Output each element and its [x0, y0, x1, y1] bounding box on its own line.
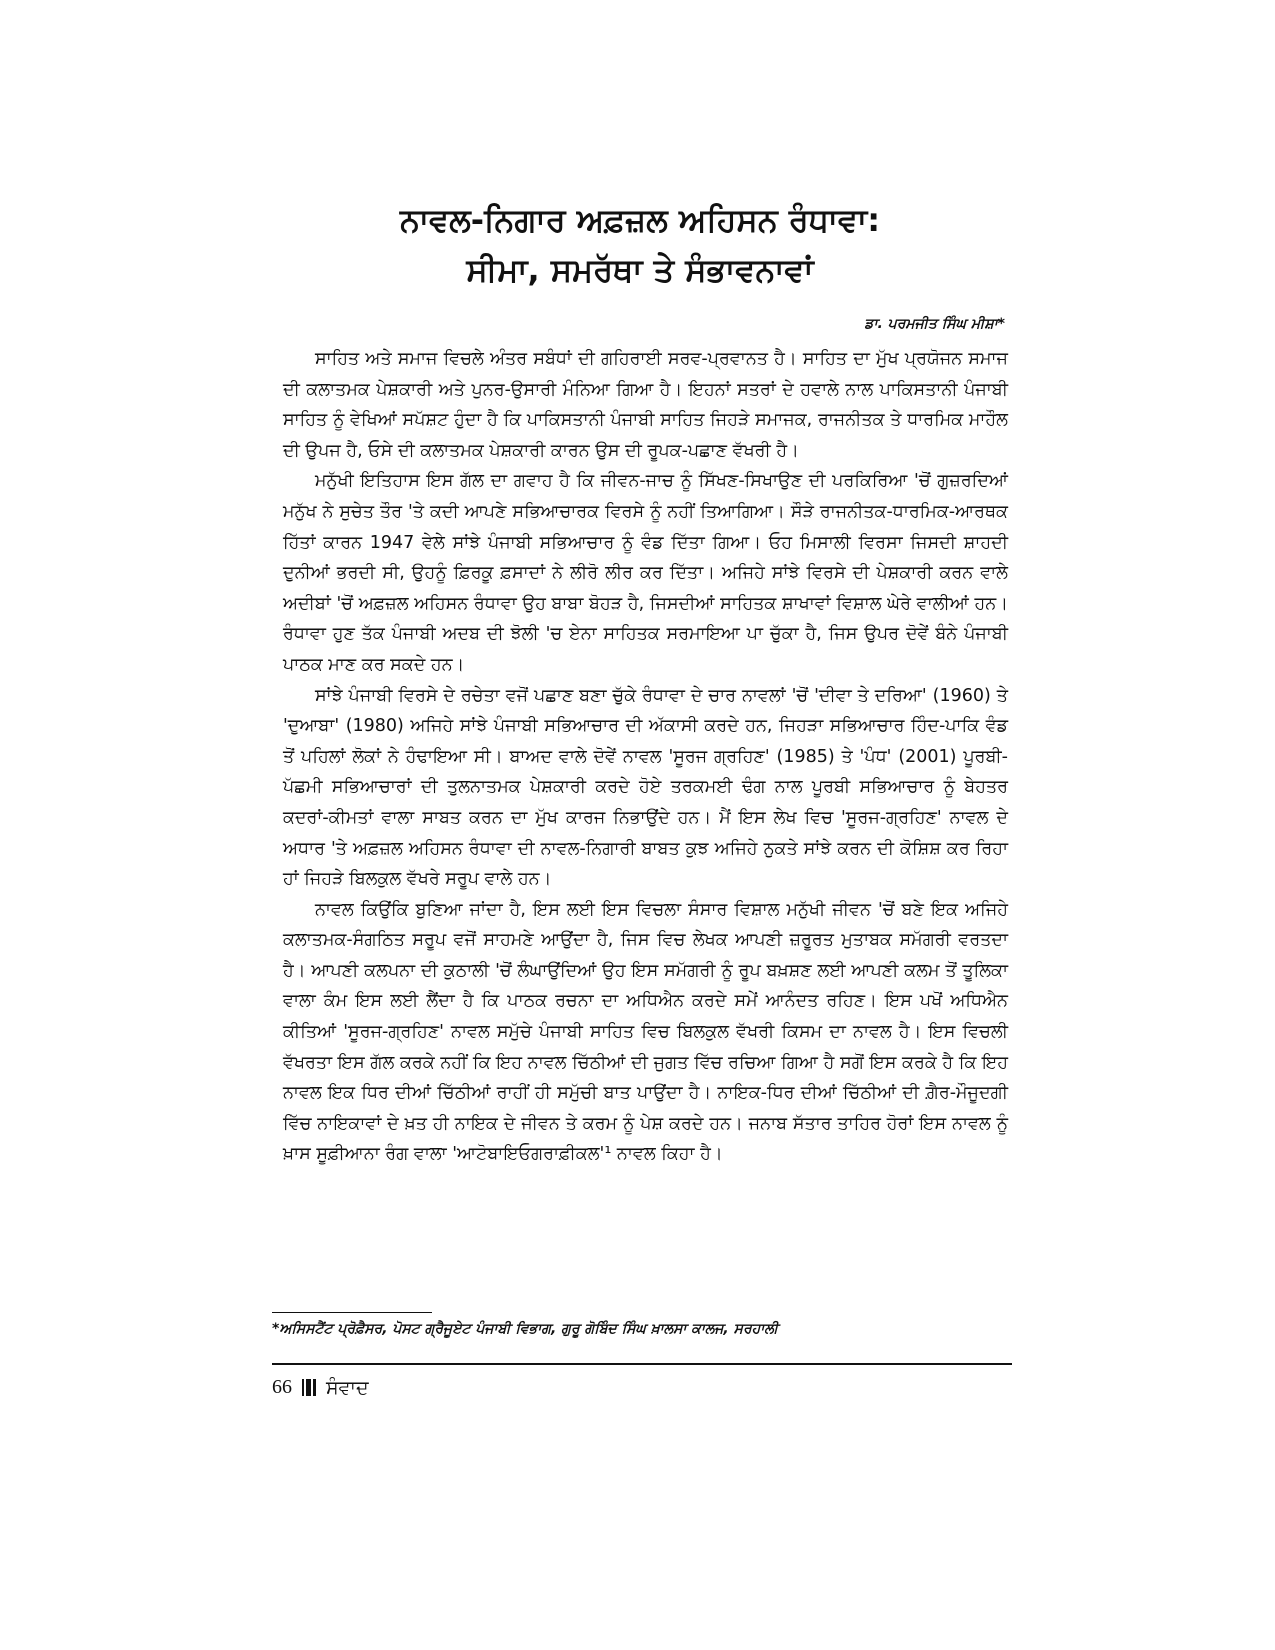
paragraph-1: ਸਾਹਿਤ ਅਤੇ ਸਮਾਜ ਵਿਚਲੇ ਅੰਤਰ ਸਬੰਧਾਂ ਦੀ ਗਹਿਰਾਈ ਸਰਵ-ਪ੍ਰਵਾਨਤ ਹੈ। ਸਾਹਿਤ ਦਾ ਮੁੱਖ ਪ੍ਰਯੋਜਨ ਸਮਾਜ ਦੀ ਕਲਾਤਮਕ ਪੇਸ਼ਕਾਰੀ ਅਤੇ ਪੁਨਰ-ਉਸਾਰੀ ਮੰਨਿਆ ਗਿਆ ਹੈ। ਇਹਨਾਂ ਸਤਰਾਂ ਦੇ ਹਵਾਲੇ ਨਾਲ ਪਾਕਿਸਤਾਨੀ ਪੰਜਾਬੀ ਸਾਹਿਤ ਨੂੰ ਵੇਖਿਆਂ ਸਪੱਸ਼ਟ ਹੁੰਦਾ ਹੈ ਕਿ ਪਾਕਿਸਤਾਨੀ ਪੰਜਾਬੀ ਸਾਹਿਤ ਜਿਹੜੇ ਸਮਾਜਕ, ਰਾਜਨੀਤਕ ਤੇ ਧਾਰਮਿਕ ਮਾਹੌਲ ਦੀ ਉਪਜ ਹੈ, ਓਸੇ ਦੀ ਕਲਾਤਮਕ ਪੇਸ਼ਕਾਰੀ ਕਾਰਨ ਉਸ ਦੀ ਰੂਪਕ-ਪਛਾਣ ਵੱਖਰੀ ਹੈ। [283, 349, 1008, 461]
title-line-2: ਸੀਮਾ, ਸਮਰੱਥਾ ਤੇ ਸੰਭਾਵਨਾਵਾਂ [466, 251, 814, 289]
footnote-divider [272, 1312, 432, 1313]
page-number: 66 [272, 1376, 292, 1398]
footnote: *ਅਸਿਸਟੈਂਟ ਪ੍ਰੋਫ਼ੈਸਰ, ਪੋਸਟ ਗ੍ਰੈਜੂਏਟ ਪੰਜਾਬੀ ਵਿਭਾਗ, ਗੁਰੂ ਗੋਬਿੰਦ ਸਿੰਘ ਖ਼ਾਲਸਾ ਕਾਲਜ, ਸਰਹਾਲੀ [272, 1321, 778, 1337]
footer-divider [272, 1363, 1012, 1365]
page-footer [272, 1376, 369, 1399]
paragraph-2: ਮਨੁੱਖੀ ਇਤਿਹਾਸ ਇਸ ਗੱਲ ਦਾ ਗਵਾਹ ਹੈ ਕਿ ਜੀਵਨ-ਜਾਚ ਨੂੰ ਸਿੱਖਣ-ਸਿਖਾਉਣ ਦੀ ਪਰਕਿਰਿਆ 'ਚੋਂ ਗੁਜ਼ਰਦਿਆਂ ਮਨੁੱਖ ਨੇ ਸੁਚੇਤ ਤੌਰ 'ਤੇ ਕਦੀ ਆਪਣੇ ਸਭਿਆਚਾਰਕ ਵਿਰਸੇ ਨੂੰ ਨਹੀਂ ਤਿਆਗਿਆ। ਸੌੜੇ ਰਾਜਨੀਤਕ-ਧਾਰਮਿਕ-ਆਰਥਕ ਹਿੱਤਾਂ ਕਾਰਨ 1947 ਵੇਲੇ ਸਾਂਝੇ ਪੰਜਾਬੀ ਸਭਿਆਚਾਰ ਨੂੰ ਵੰਡ ਦਿੱਤਾ ਗਿਆ। ਓਹ ਮਿਸਾਲੀ ਵਿਰਸਾ ਜਿਸਦੀ ਸ਼ਾਹਦੀ ਦੁਨੀਆਂ ਭਰਦੀ ਸੀ, ਉਹਨੂੰ ਫ਼ਿਰਕੂ ਫ਼ਸਾਦਾਂ ਨੇ ਲੀਰੋ ਲੀਰ ਕਰ ਦਿੱਤਾ। ਅਜਿਹੇ ਸਾਂਝੇ ਵਿਰਸੇ ਦੀ ਪੇਸ਼ਕਾਰੀ ਕਰਨ ਵਾਲੇ ਅਦੀਬਾਂ 'ਚੋਂ ਅਫ਼ਜ਼ਲ ਅਹਿਸਨ ਰੰਧਾਵਾ ਉਹ ਬਾਬਾ ਬੋਹੜ ਹੈ, ਜਿਸਦੀਆਂ ਸਾਹਿਤਕ ਸ਼ਾਖਾਵਾਂ ਵਿਸ਼ਾਲ ਘੇਰੇ ਵਾਲੀਆਂ ਹਨ। ਰੰਧਾਵਾ ਹੁਣ ਤੱਕ ਪੰਜਾਬੀ ਅਦਬ ਦੀ ਝੋਲੀ 'ਚ ਏਨਾ ਸਾਹਿਤਕ ਸਰਮਾਇਆ ਪਾ ਚੁੱਕਾ ਹੈ, ਜਿਸ ਉਪਰ ਦੋਵੇਂ ਬੰਨੇ ਪੰਜਾਬੀ ਪਾਠਕ ਮਾਣ ਕਰ ਸਕਦੇ ਹਨ। [283, 471, 1008, 675]
title-line-1: ਨਾਵਲ-ਨਿਗਾਰ ਅਫ਼ਜ਼ਲ ਅਹਿਸਨ ਰੰਧਾਵਾ: [399, 201, 880, 239]
journal-name: ਸੰਵਾਦ [326, 1376, 369, 1399]
author-name: ਡਾ. ਪਰਮਜੀਤ ਸਿੰਘ ਮੀਸ਼ਾ* [864, 316, 1005, 332]
article-body [283, 344, 1008, 1170]
paragraph-3: ਸਾਂਝੇ ਪੰਜਾਬੀ ਵਿਰਸੇ ਦੇ ਰਚੇਤਾ ਵਜੋਂ ਪਛਾਣ ਬਣਾ ਚੁੱਕੇ ਰੰਧਾਵਾ ਦੇ ਚਾਰ ਨਾਵਲਾਂ 'ਚੋਂ 'ਦੀਵਾ ਤੇ ਦਰਿਆ' (1960) ਤੇ 'ਦੁਆਬਾ' (1980) ਅਜਿਹੇ ਸਾਂਝੇ ਪੰਜਾਬੀ ਸਭਿਆਚਾਰ ਦੀ ਅੱਕਾਸੀ ਕਰਦੇ ਹਨ, ਜਿਹੜਾ ਸਭਿਆਚਾਰ ਹਿੰਦ-ਪਾਕਿ ਵੰਡ ਤੋਂ ਪਹਿਲਾਂ ਲੋਕਾਂ ਨੇ ਹੰਢਾਇਆ ਸੀ। ਬਾਅਦ ਵਾਲੇ ਦੋਵੇਂ ਨਾਵਲ 'ਸੂਰਜ ਗ੍ਰਹਿਣ' (1985) ਤੇ 'ਪੰਧ' (2001) ਪੂਰਬੀ-ਪੱਛਮੀ ਸਭਿਆਚਾਰਾਂ ਦੀ ਤੁਲਨਾਤਮਕ ਪੇਸ਼ਕਾਰੀ ਕਰਦੇ ਹੋਏ ਤਰਕਮਈ ਢੰਗ ਨਾਲ ਪੂਰਬੀ ਸਭਿਆਚਾਰ ਨੂੰ ਬੇਹਤਰ ਕਦਰਾਂ-ਕੀਮਤਾਂ ਵਾਲਾ ਸਾਬਤ ਕਰਨ ਦਾ ਮੁੱਖ ਕਾਰਜ ਨਿਭਾਉਂਦੇ ਹਨ। ਮੈਂ ਇਸ ਲੇਖ ਵਿਚ 'ਸੂਰਜ-ਗ੍ਰਹਿਣ' ਨਾਵਲ ਦੇ ਅਧਾਰ 'ਤੇ ਅਫ਼ਜ਼ਲ ਅਹਿਸਨ ਰੰਧਾਵਾ ਦੀ ਨਾਵਲ-ਨਿਗਾਰੀ ਬਾਬਤ ਕੁਝ ਅਜਿਹੇ ਨੁਕਤੇ ਸਾਂਝੇ ਕਰਨ ਦੀ ਕੋਸ਼ਿਸ਼ ਕਰ ਰਿਹਾ ਹਾਂ ਜਿਹੜੇ ਬਿਲਕੁਲ ਵੱਖਰੇ ਸਰੂਪ ਵਾਲੇ ਹਨ। [283, 685, 1008, 890]
bars-icon [302, 1379, 316, 1397]
article-title [255, 195, 1025, 295]
paragraph-4: ਨਾਵਲ ਕਿਉਂਕਿ ਬੁਣਿਆ ਜਾਂਦਾ ਹੈ, ਇਸ ਲਈ ਇਸ ਵਿਚਲਾ ਸੰਸਾਰ ਵਿਸ਼ਾਲ ਮਨੁੱਖੀ ਜੀਵਨ 'ਚੋਂ ਬਣੇ ਇਕ ਅਜਿਹੇ ਕਲਾਤਮਕ-ਸੰਗਠਿਤ ਸਰੂਪ ਵਜੋਂ ਸਾਹਮਣੇ ਆਉਂਦਾ ਹੈ, ਜਿਸ ਵਿਚ ਲੇਖਕ ਆਪਣੀ ਜ਼ਰੂਰਤ ਮੁਤਾਬਕ ਸਮੱਗਰੀ ਵਰਤਦਾ ਹੈ। ਆਪਣੀ ਕਲਪਨਾ ਦੀ ਕੁਠਾਲੀ 'ਚੋਂ ਲੰਘਾਉਂਦਿਆਂ ਉਹ ਇਸ ਸਮੱਗਰੀ ਨੂੰ ਰੂਪ ਬਖ਼ਸ਼ਣ ਲਈ ਆਪਣੀ ਕਲਮ ਤੋਂ ਤੂਲਿਕਾ ਵਾਲਾ ਕੰਮ ਇਸ ਲਈ ਲੈਂਦਾ ਹੈ ਕਿ ਪਾਠਕ ਰਚਨਾ ਦਾ ਅਧਿਐਨ ਕਰਦੇ ਸਮੇਂ ਆਨੰਦਤ ਰਹਿਣ। ਇਸ ਪਖੋਂ ਅਧਿਐਨ ਕੀਤਿਆਂ 'ਸੂਰਜ-ਗ੍ਰਹਿਣ' ਨਾਵਲ ਸਮੁੱਚੇ ਪੰਜਾਬੀ ਸਾਹਿਤ ਵਿਚ ਬਿਲਕੁਲ ਵੱਖਰੀ ਕਿਸਮ ਦਾ ਨਾਵਲ ਹੈ। ਇਸ ਵਿਚਲੀ ਵੱਖਰਤਾ ਇਸ ਗੱਲ ਕਰਕੇ ਨਹੀਂ ਕਿ ਇਹ ਨਾਵਲ ਚਿੱਠੀਆਂ ਦੀ ਜੁਗਤ ਵਿੱਚ ਰਚਿਆ ਗਿਆ ਹੈ ਸਗੋਂ ਇਸ ਕਰਕੇ ਹੈ ਕਿ ਇਹ ਨਾਵਲ ਇਕ ਧਿਰ ਦੀਆਂ ਚਿੱਠੀਆਂ ਰਾਹੀਂ ਹੀ ਸਮੁੱਚੀ ਬਾਤ ਪਾਉਂਦਾ ਹੈ। ਨਾਇਕ-ਧਿਰ ਦੀਆਂ ਚਿੱਠੀਆਂ ਦੀ ਗ਼ੈਰ-ਮੌਜੂਦਗੀ ਵਿੱਚ ਨਾਇਕਾਵਾਂ ਦੇ ਖ਼ਤ ਹੀ ਨਾਇਕ ਦੇ ਜੀਵਨ ਤੇ ਕਰਮ ਨੂੰ ਪੇਸ਼ ਕਰਦੇ ਹਨ। ਜਨਾਬ ਸੱਤਾਰ ਤਾਹਿਰ ਹੋਰਾਂ ਇਸ ਨਾਵਲ ਨੂੰ ਖ਼ਾਸ ਸੂਫ਼ੀਆਨਾ ਰੰਗ ਵਾਲਾ 'ਆਟੋਬਾਇਓਗਰਾਫ਼ੀਕਲ'¹ ਨਾਵਲ ਕਿਹਾ ਹੈ। [283, 899, 1008, 1165]
